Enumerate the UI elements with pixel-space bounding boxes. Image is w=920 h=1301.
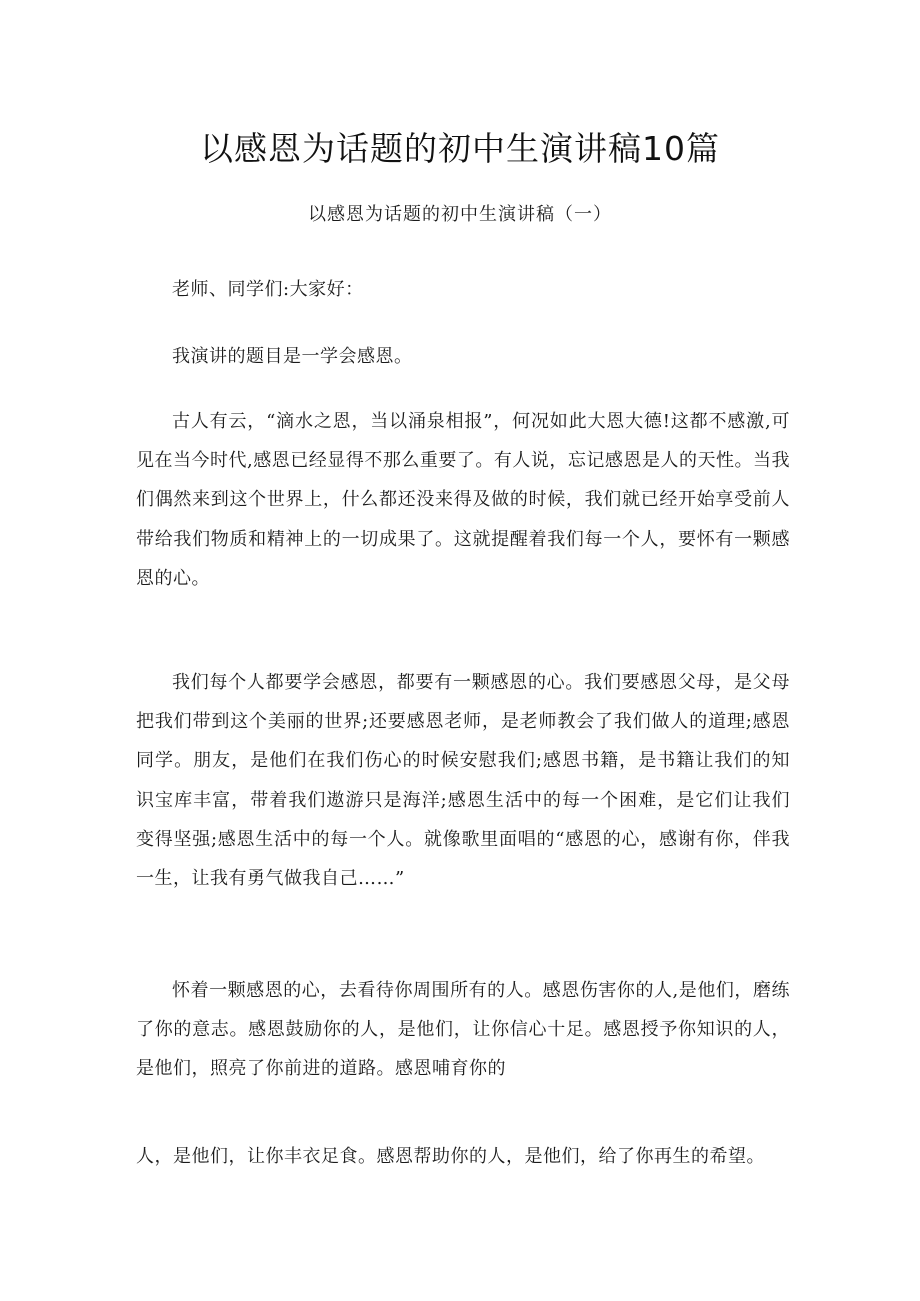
section-subtitle: 以感恩为话题的初中生演讲稿（一） xyxy=(308,204,612,225)
document-title: 以感恩为话题的初中生演讲稿10篇 xyxy=(200,129,720,168)
body-paragraph-3: 怀着一颗感恩的心，去看待你周围所有的人。感恩伤害你的人,是他们，磨练了你的意志。感恩鼓励你的人，是他们，让你信心十足。感恩授予你知识的人，是他们，照亮了你前进的道路。感恩哺育你的 xyxy=(136,980,790,1080)
greeting-paragraph: 老师、同学们:大家好： xyxy=(172,279,364,300)
body-paragraph-3-continued: 人，是他们，让你丰衣足食。感恩帮助你的人，是他们，给了你再生的希望。 xyxy=(136,1146,765,1167)
body-paragraph-2: 我们每个人都要学会感恩，都要有一颗感恩的心。我们要感恩父母，是父母把我们带到这个美丽的世界;还要感恩老师，是老师教会了我们做人的道理;感恩同学。朋友，是他们在我们伤心的时候安慰我们;感恩书籍，是书籍让我们的知识宝库丰富，带着我们遨游只是海洋;感恩生活中的每一个困难，是它们让我们变得坚强;感恩生活中的每一个人。就像歌里面唱的“感恩的心，感谢有你，伴我一生，让我有勇气做我自己……” xyxy=(136,672,790,890)
body-paragraph-1: 古人有云，“滴水之恩，当以涌泉相报”，何况如此大恩大德!这都不感激,可见在当今时代,感恩已经显得不那么重要了。有人说，忘记感恩是人的天性。当我们偶然来到这个世界上，什么都还没来得及做的时候，我们就已经开始享受前人带给我们物质和精神上的一切成果了。这就提醒着我们每一个人，要怀有一颗感恩的心。 xyxy=(136,411,790,589)
topic-paragraph: 我演讲的题目是一学会感恩。 xyxy=(172,346,413,367)
